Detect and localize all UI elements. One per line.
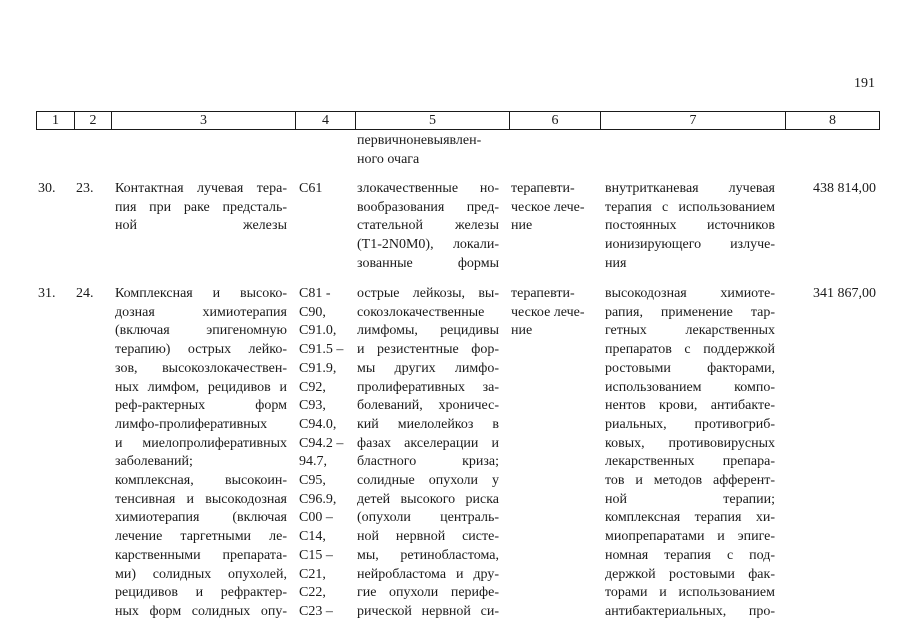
treatment-profile-name: Контактная лучевая тера- пия при раке предсталь- ной железы [115, 181, 287, 234]
treatment-type: терапевти- ческое лече- ние [511, 181, 585, 234]
row-number: 31. [38, 286, 56, 301]
cost-norm: 438 814,00 [813, 181, 876, 196]
diagnosis-model: злокачественные но- вообразования пред- стательной железы (T1-2N0M0), локали- зованные формы [357, 181, 499, 271]
treatment-method: внутритканевая лучевая терапия с использованием постоянных источников ионизирующего излуче- ния [605, 181, 775, 271]
treatment-profile-name: Комплексная и высоко- дозная химиотерапия (включая эпигеномную терапию) острых лейко- зов, высокозлокачествен- ных лимфом, рецидивов и реф-рактерных форм лимфо-пролиферативных и миелопролиферативных заболеваний; комплексная, высокоин- тенсивная и высокодозная химиотерапия (включая лечение таргетными ле- карственными препарата- ми) солидных опухолей, рецидивов и рефрактер- ных форм солидных опу- [115, 286, 287, 619]
continuation-diagnosis: первичноневыявлен- ного очага [357, 133, 482, 167]
row-subnumber: 23. [76, 181, 94, 196]
treatment-method: высокодозная химиоте- рапия, применение тар- гетных лекарственных препаратов с поддержкой ростовыми факторами, использованием компо- нентов крови, антибакте- риальных, противогриб- ковых, противовирусных лекарственных препара- тов и методов афферент- ной терапии; комплексная терапия хи- миопрепаратами и эпиге- номная терапия с под- держкой ростовыми фак- торами и использованием антибактериальных, про- [605, 286, 775, 619]
header-col-5: 5 [356, 112, 510, 130]
header-col-7: 7 [601, 112, 786, 130]
icd-codes: C61 [299, 181, 323, 196]
header-col-4: 4 [296, 112, 356, 130]
row-number: 30. [38, 181, 56, 196]
icd-codes: C81 - C90, C91.0, C91.5 – C91.9, C92, C93, C94.0, C94.2 – 94.7, C95, C96.9, C00 – C14, C15 – C21, C22, C23 – [299, 286, 344, 619]
column-number-header [36, 111, 880, 130]
row-subnumber: 24. [76, 286, 94, 301]
header-col-2: 2 [75, 112, 112, 130]
diagnosis-model: острые лейкозы, вы- сокозлокачественные лимфомы, рецидивы и резистентные фор- мы других лимфо- пролиферативных за- болеваний, хроничес- кий миелолейкоз в фазах акселерации и бластного криза; солидные опухоли у детей высокого риска (опухоли централь- ной нервной систе- мы, ретинобластома, нейробластома и дру- гие опухоли перифе- рической нервной си- [357, 286, 499, 619]
header-col-6: 6 [510, 112, 601, 130]
header-col-3: 3 [112, 112, 296, 130]
treatment-type: терапевти- ческое лече- ние [511, 286, 585, 339]
header-col-1: 1 [37, 112, 75, 130]
cost-norm: 341 867,00 [813, 286, 876, 301]
header-col-8: 8 [786, 112, 880, 130]
page-number: 191 [854, 76, 875, 91]
